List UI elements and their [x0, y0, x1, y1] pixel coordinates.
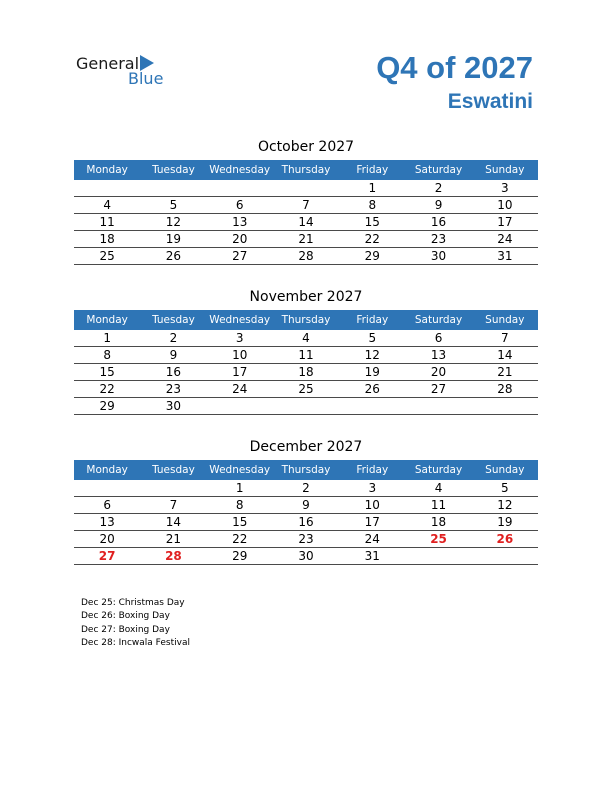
day-cell: 31	[497, 249, 513, 263]
day-cell: 11	[430, 498, 447, 512]
day-cell: 19	[497, 515, 513, 529]
day-cell: 30	[430, 249, 447, 263]
day-cell: 3	[368, 481, 377, 495]
day-cell: 7	[169, 498, 178, 512]
day-cell: 14	[497, 348, 513, 362]
holiday-note: Dec 27: Boxing Day	[81, 624, 170, 635]
weekday-label: Sunday	[485, 464, 525, 476]
day-cell: 9	[434, 198, 443, 212]
day-cell: 22	[99, 382, 115, 396]
day-cell: 23	[165, 382, 182, 396]
day-cell	[405, 548, 471, 564]
day-cell: 27	[430, 382, 447, 396]
day-cell: 26	[165, 249, 182, 263]
weekday-label: Monday	[86, 464, 128, 476]
day-cell: 12	[364, 348, 380, 362]
week-row	[74, 347, 538, 364]
weekday-label: Thursday	[281, 464, 331, 476]
week-row	[74, 214, 538, 231]
weekday-label: Tuesday	[152, 164, 195, 176]
day-cell	[472, 398, 538, 414]
week-row	[74, 180, 538, 197]
day-cell: 15	[232, 515, 248, 529]
holiday-note: Dec 25: Christmas Day	[81, 598, 185, 608]
weekday-label: Tuesday	[152, 464, 195, 476]
day-cell: 11	[298, 348, 314, 362]
day-cell: 28	[298, 249, 314, 263]
weekday-label: Monday	[86, 314, 128, 326]
day-cell: 23	[430, 232, 447, 246]
day-cell: 3	[235, 331, 244, 345]
day-cell: 19	[364, 365, 380, 379]
day-cell: 3	[501, 181, 509, 195]
day-cell: 30	[165, 399, 182, 413]
week-row	[74, 398, 538, 415]
day-cell	[405, 398, 471, 414]
day-cell: 10	[232, 348, 248, 362]
day-cell: 25	[298, 382, 314, 396]
week-row	[74, 548, 538, 565]
day-cell: 4	[302, 331, 310, 345]
day-cell: 24	[364, 532, 380, 546]
day-cell: 13	[232, 215, 248, 229]
day-cell: 16	[298, 515, 314, 529]
month-calendar-december	[74, 438, 538, 565]
day-cell	[273, 398, 339, 414]
day-cell	[339, 398, 405, 414]
day-cell: 24	[232, 382, 248, 396]
day-cell	[74, 180, 140, 196]
day-cell: 1	[103, 331, 111, 345]
month-calendar-november	[74, 288, 538, 415]
day-cell: 1	[368, 181, 377, 195]
day-cell: 11	[99, 215, 115, 229]
day-cell: 5	[169, 198, 178, 212]
day-cell: 20	[99, 532, 115, 546]
day-cell: 29	[364, 249, 380, 263]
week-row	[74, 231, 538, 248]
day-cell: 5	[501, 481, 509, 495]
week-row	[74, 248, 538, 265]
day-cell: 19	[165, 232, 182, 246]
day-cell	[140, 180, 206, 196]
day-cell: 22	[364, 232, 380, 246]
day-cell: 2	[169, 331, 178, 345]
weekday-label: Wednesday	[209, 164, 271, 176]
weekday-label: Thursday	[281, 164, 331, 176]
day-cell: 7	[302, 198, 310, 212]
day-cell: 9	[302, 498, 310, 512]
day-cell: 21	[497, 365, 513, 379]
day-cell: 16	[165, 365, 182, 379]
quarter-title: Q4 of 2027	[376, 50, 533, 85]
day-cell: 18	[430, 515, 447, 529]
month-calendar-october	[74, 138, 538, 265]
day-cell: 17	[497, 215, 513, 229]
day-cell: 30	[298, 549, 314, 563]
day-cell: 4	[434, 481, 443, 495]
day-cell: 21	[298, 232, 314, 246]
day-cell: 10	[497, 198, 513, 212]
weekday-label: Saturday	[414, 314, 463, 326]
weekday-label: Tuesday	[152, 314, 195, 326]
holiday-day-cell: 26	[496, 532, 514, 546]
day-cell: 13	[99, 515, 115, 529]
day-cell: 20	[430, 365, 447, 379]
weekday-label: Sunday	[485, 164, 525, 176]
day-cell: 4	[103, 198, 111, 212]
day-cell	[74, 480, 140, 496]
day-cell: 16	[430, 215, 447, 229]
day-cell: 6	[103, 498, 111, 512]
day-cell: 6	[434, 331, 443, 345]
week-row	[74, 197, 538, 214]
day-cell: 15	[364, 215, 380, 229]
day-cell: 8	[235, 498, 244, 512]
day-cell	[273, 180, 339, 196]
weekday-header	[74, 160, 538, 180]
holiday-note: Dec 26: Boxing Day	[81, 611, 170, 622]
weekday-label: Friday	[356, 464, 389, 476]
day-cell: 1	[235, 481, 244, 495]
day-cell	[207, 398, 273, 414]
holiday-note: Dec 28: Incwala Festival	[81, 638, 190, 649]
day-cell: 14	[298, 215, 314, 229]
weekday-label: Saturday	[414, 464, 463, 476]
day-cell: 17	[364, 515, 380, 529]
day-cell: 15	[99, 365, 115, 379]
day-cell: 12	[165, 215, 182, 229]
day-cell: 23	[298, 532, 314, 546]
holiday-day-cell: 28	[165, 549, 182, 563]
day-cell: 29	[232, 549, 248, 563]
week-row	[74, 497, 538, 514]
country-title: Eswatini	[447, 90, 533, 113]
day-cell: 9	[169, 348, 178, 362]
day-cell: 17	[232, 365, 248, 379]
holiday-day-cell: 25	[430, 532, 447, 546]
day-cell: 26	[364, 382, 380, 396]
day-cell: 6	[235, 198, 244, 212]
weekday-label: Thursday	[281, 314, 331, 326]
day-cell: 5	[368, 331, 377, 345]
day-cell: 20	[232, 232, 248, 246]
month-title: November 2027	[249, 289, 363, 305]
day-cell	[140, 480, 206, 496]
day-cell: 14	[165, 515, 182, 529]
week-row	[74, 531, 538, 548]
day-cell: 18	[99, 232, 115, 246]
day-cell: 10	[364, 498, 380, 512]
weekday-label: Monday	[86, 164, 128, 176]
weekday-label: Wednesday	[209, 314, 271, 326]
day-cell: 27	[232, 249, 248, 263]
day-cell: 29	[99, 399, 115, 413]
logo-text-general: General	[76, 54, 140, 73]
week-row	[74, 480, 538, 497]
day-cell: 31	[364, 549, 380, 563]
weekday-header	[74, 310, 538, 330]
week-row	[74, 330, 538, 347]
weekday-label: Wednesday	[209, 464, 271, 476]
day-cell: 25	[99, 249, 115, 263]
day-cell: 24	[497, 232, 513, 246]
day-cell	[207, 180, 273, 196]
day-cell: 2	[302, 481, 310, 495]
holiday-notes	[81, 597, 190, 651]
day-cell: 8	[368, 198, 377, 212]
month-title: December 2027	[249, 439, 363, 455]
month-title: October 2027	[257, 139, 355, 155]
day-cell	[472, 548, 538, 564]
day-cell: 21	[165, 532, 182, 546]
day-cell: 28	[497, 382, 513, 396]
day-cell: 7	[501, 331, 509, 345]
week-row	[74, 364, 538, 381]
weekday-label: Friday	[356, 164, 389, 176]
day-cell: 22	[232, 532, 248, 546]
weekday-label: Sunday	[485, 314, 525, 326]
week-row	[74, 514, 538, 531]
day-cell: 8	[103, 348, 111, 362]
weekday-label: Saturday	[414, 164, 463, 176]
day-cell: 18	[298, 365, 314, 379]
weekday-label: Friday	[356, 314, 389, 326]
holiday-day-cell: 27	[98, 549, 116, 563]
weekday-header	[74, 460, 538, 480]
day-cell: 2	[434, 181, 443, 195]
day-cell: 12	[497, 498, 513, 512]
logo-text-blue: Blue	[128, 69, 164, 88]
day-cell: 13	[430, 348, 447, 362]
week-row	[74, 381, 538, 398]
